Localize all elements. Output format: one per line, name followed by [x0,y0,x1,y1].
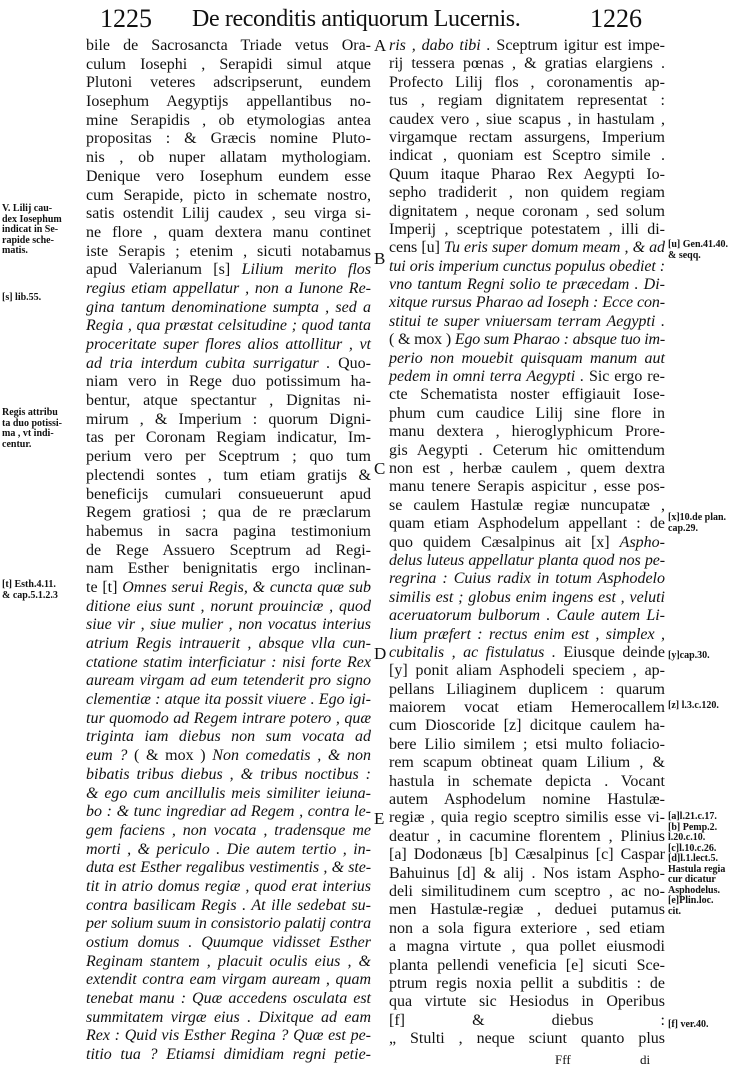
text-segment: iste Serapis ; etenim , sicuti notabamus [86,242,371,260]
text-segment: non est , herbæ caulem , quem dextra [389,459,665,477]
text-segment: Quum itaque Pharao Rex Aegypti Io- [389,165,665,183]
text-line [389,166,665,184]
text-segment: [y] ponit aliam Asphodeli speciem , ap- [389,662,665,680]
text-line [86,448,371,467]
text-segment: Regem gratiosi ; qua de re præclarum [86,504,371,522]
text-segment: caudex vero , siue scapus , in hastulam , [389,110,665,128]
italic-quotation: delus luteus appellatur planta quod nos pe- [389,551,665,569]
italic-quotation: bibatis tribus diebus , & tribus noctibus : [86,765,371,783]
text-line [86,953,371,972]
text-line [389,607,665,625]
text-segment: manu tenere Serapis aspicitur , esse pos- [389,478,665,496]
text-segment: bere Lilio similem ; etsi multo foliacio- [389,735,665,753]
page-number-right: 1226 [590,4,642,33]
text-line [86,635,371,654]
text-segment: „ Stulti , neque sciunt quanto plus [389,1030,665,1048]
text-line [389,699,665,717]
section-marker-d: D [374,644,387,663]
text-line [389,662,665,680]
text-line [389,221,665,239]
italic-quotation: stitui te super vniuersam terram Aegypti . [389,312,665,330]
text-segment: ptrum regis noxia pellit a subditis : de [389,974,665,992]
text-line [389,809,665,827]
text-segment: maiorem vocat etiam Hemerocallem [389,699,665,717]
text-segment: te [t] [86,578,123,596]
text-segment: Eiusque deinde [555,643,665,661]
text-segment: [f] & diebus : [389,1011,665,1029]
text-line [389,938,665,956]
text-line [389,37,665,55]
text-line [86,168,371,187]
text-segment: hastula in schemate depicta . Vocant [389,772,665,790]
text-line [86,74,371,93]
italic-quotation: titio tua ? Etiamsi dimidiam regni petie- [86,1046,371,1064]
text-line [389,497,665,515]
text-line [86,616,371,635]
text-segment: se caulem Hastulæ regiæ nuncupatæ , [389,496,665,514]
text-line [86,224,371,243]
text-line [389,975,665,993]
text-segment: quo quidem Cæsalpinus ait [x] [389,533,620,551]
text-segment: virgamque rectam assurgens, Imperium [389,128,665,146]
italic-quotation: pedem in omni terra Aegypti . [389,368,585,386]
text-line [389,350,665,368]
italic-quotation: siue vir , siue mulier , non vocatus interius [86,616,371,634]
text-line [86,859,371,878]
text-segment: quam etiam Asphodelum appellant : de [389,515,665,533]
text-line [86,429,371,448]
italic-quotation: ctatione statim interficiatur : nisi forte Rex [86,653,371,671]
text-segment: deli similitudinem cum sceptro , ac no- [389,882,665,900]
text-segment: Bahuinus [d] & alij . Nos istam Aspho- [389,864,665,882]
text-line [389,681,665,699]
text-line [389,184,665,202]
text-line [389,865,665,883]
text-line [389,331,665,349]
text-line [86,187,371,206]
italic-quotation: eum ? [86,747,128,765]
text-segment: propositas : & Græcis nomine Pluto- [86,130,371,148]
text-line [86,710,371,729]
text-line [389,901,665,919]
text-line [86,803,371,822]
text-segment: rij tessera pœnas , & gratias elargiens . [389,55,665,73]
text-segment: indicat , quoniam est Sceptro simile . [389,147,665,165]
text-segment: autem Asphodelum nomine Hastulæ- [389,791,665,809]
section-marker-e: E [374,809,385,828]
text-line [86,56,371,75]
text-segment: sepho tradiderit , non quidem regiam [389,184,665,202]
text-line [389,1030,665,1048]
text-segment: culum Iosephi , Serapidi simul atque [86,55,371,73]
right-text-column [389,37,665,1048]
text-segment: Imperij , sceptrique potestatem , illi di- [389,220,665,238]
margin-note: V. Lilij cau- dex Iosephum indicat in Se- rapide sche- matis. [2,203,62,256]
text-line [86,841,371,860]
text-line [86,915,371,934]
text-segment: plectendi sontes , tum etiam gratijs & [86,466,371,484]
text-segment: cum Dioscoride [z] dicitque caulem ha- [389,717,665,735]
section-marker-c: C [374,459,386,478]
text-segment: beneficijs cumulari consueuerunt apud [86,485,371,503]
italic-quotation: aceruatorum bulborum . Caule autem Li- [389,607,665,625]
italic-quotation: regrina : Cuius radix in totum Asphodelo [389,570,665,588]
text-line [389,276,665,294]
margin-note: [t] Esth.4.11. & cap.5.1.2.3 [2,579,58,601]
text-segment: niam vero in Rege duo potissimum ha- [86,373,371,391]
text-line [86,317,371,336]
text-line [86,392,371,411]
text-segment: nam Esther benignitatis ergo inclinan- [86,560,371,578]
text-line [86,691,371,710]
section-marker-a: A [374,36,387,55]
text-line [86,747,371,766]
text-segment: cens [u] [389,239,444,257]
text-segment: [a] Dodonæus [b] Cæsalpinus [c] Caspar [389,846,665,864]
margin-note: [y]cap.30. [668,650,710,661]
text-line [389,423,665,441]
text-segment: cte Schematista noster effigiauit Iose- [389,386,665,404]
text-line [389,203,665,221]
text-segment: regiæ , quia regio sceptro similis esse vi- [389,809,665,827]
text-line [86,728,371,747]
text-segment: ( & mox ) [389,331,455,349]
text-line [86,523,371,542]
text-line [389,736,665,754]
text-line [86,336,371,355]
text-line [389,111,665,129]
text-line [389,1012,665,1030]
text-line [86,878,371,897]
margin-note: Regis attribu ta duo potissi- ma , vt indi- centur. [2,407,63,450]
text-line [86,299,371,318]
text-line [86,766,371,785]
text-line [389,644,665,662]
text-line [86,785,371,804]
text-line [86,112,371,131]
text-line [389,957,665,975]
text-segment: mine Serapidis , ob etymologias antea [86,111,371,129]
text-line [86,542,371,561]
text-segment: apud Valerianum [s] [86,261,242,279]
italic-quotation: vno tantum Regni solio te præcedam . Di- [389,276,665,294]
italic-quotation: gem faciens , non vocata , tradensque me [86,821,371,839]
text-segment: rem scapum obtineat quam Lilium , & [389,754,665,772]
text-segment: tas per Coronam Regiam indicatur, Im- [86,429,371,447]
text-segment: nis , ob nuper allatam mythologiam. [86,149,371,167]
margin-note: [f] ver.40. [668,1019,709,1030]
text-line [86,93,371,112]
text-segment: Quo- [330,354,371,372]
text-line [389,294,665,312]
text-line [86,373,371,392]
text-segment: bile de Sacrosancta Triade vetus Ora- [86,37,371,54]
text-line [389,754,665,772]
text-line [389,460,665,478]
italic-quotation: extendit contra eam virgam auream , quam [86,971,371,989]
signature-mark: Fff [555,1052,571,1067]
italic-quotation: morti , & periculo . Die autem tertio , in- [86,840,371,858]
italic-quotation: Ego sum Pharao : absque tuo im- [454,331,665,349]
text-segment: tus , regiam dignitatem representat : [389,92,665,110]
italic-quotation: Tu eris super domum meam , & ad [443,239,665,257]
text-line [389,589,665,607]
italic-quotation: cubitalis , ac fistulatus . [389,643,556,661]
text-line [389,920,665,938]
italic-quotation: ris , dabo tibi . [389,37,491,54]
italic-quotation: bo : & tunc ingrediar ad Regem , contra le- [86,803,371,821]
margin-note: [s] lib.55. [2,292,42,303]
text-line [389,534,665,552]
text-line [389,515,665,533]
text-line [389,55,665,73]
text-segment: ( & mox ) [127,747,213,765]
text-line [389,570,665,588]
catchword: di [640,1052,651,1067]
italic-quotation: Lilium merito flos [241,261,371,279]
italic-quotation: clementiæ : atque ita possit viuere . Ego igi- [86,691,371,709]
italic-quotation: auream virgam ad eum tetenderit pro signo [86,672,371,690]
text-line [86,504,371,523]
text-line [389,239,665,257]
italic-quotation: lium præfert : rectus enim est , simplex , [389,625,665,643]
left-text-column [86,37,371,1065]
text-line [389,626,665,644]
italic-quotation: ditione eius sunt , norunt prouinciæ , quod [86,597,371,615]
italic-quotation: Rex : Quid vis Esther Regina ? Quæ est pe- [86,1027,371,1045]
text-segment: habemus in sacra pagina testimonium [86,522,371,540]
text-segment: phum cum caudice Lilij sine flore in [389,404,665,422]
italic-quotation: tui oris imperium cunctus populus obediet : [389,257,665,275]
italic-quotation: contra basilicam Regis . At ille sedebat su- [86,896,371,914]
text-line [86,243,371,262]
text-line [86,672,371,691]
text-line [86,280,371,299]
text-line [86,897,371,916]
text-segment: men Hastulæ-regiæ , deduei putamus [389,901,665,919]
text-line [389,717,665,735]
text-line [389,386,665,404]
text-segment: pellans Liliaginem duplicem : quarum [389,680,665,698]
text-line [389,773,665,791]
italic-quotation: Regia , qua præstat celsitudine ; quod tanta [86,317,371,335]
text-line [389,92,665,110]
text-line [86,990,371,1009]
text-segment: perium vero per Sceptrum ; quo tum [86,448,371,466]
italic-quotation: Non comedatis , & non [212,747,372,765]
italic-quotation: triginta iam diebus non sum vocata ad [86,728,371,746]
text-line [86,486,371,505]
text-segment: Sic ergo re- [584,368,665,386]
italic-quotation: tit in atrio domus regiæ , quod erat interius [86,877,371,895]
text-line [389,993,665,1011]
text-segment: gis Aegypti . Ceterum hic omittendum [389,441,665,459]
italic-quotation: ostium domus . Quumque vidisset Esther [86,934,371,951]
italic-quotation: xitque rursus Pharao ad Ioseph : Ecce con- [389,294,665,312]
running-title: De reconditis antiquorum Lucernis. [192,6,521,32]
text-line [86,261,371,280]
italic-quotation: proceritate super flores alios attollitur , vt [86,336,371,353]
text-line [389,478,665,496]
italic-quotation: tenebat manu : Quæ accedens osculata est [86,990,371,1008]
italic-quotation: Aspho- [619,533,665,551]
italic-quotation: similis est ; globus enim ingens est , veluti [389,588,665,606]
text-line [86,934,371,953]
text-segment: qua virtute sic Hesiodus in Operibus [389,993,665,1011]
text-line [389,883,665,901]
text-segment: mirum , & Imperium : quorum Digni- [86,410,371,428]
text-line [86,130,371,149]
text-line [86,971,371,990]
text-segment: cum Serapide, picto in schemate nostro, [86,186,371,204]
text-segment: planta pellendi veneficia [e] sicuti Sce- [389,956,665,974]
text-segment: manu dextera , hieroglyphicum Prore- [389,423,665,441]
text-line [389,828,665,846]
italic-quotation: ad tria interdum cubita surrigatur . [86,354,331,372]
text-line [389,129,665,147]
text-line [389,74,665,92]
italic-quotation: duta est Esther regalibus vestimentis , & ste- [86,859,371,877]
margin-note: [u] Gen.41.40. & seqq. [668,239,728,261]
text-line [86,579,371,598]
text-segment: a magna virtute , qua pollet eiusmodi [389,938,665,956]
italic-quotation: perio non mouebit quisquam manum aut [389,349,665,367]
text-line [86,1009,371,1028]
text-segment: de Rege Assuero Sceptrum ad Regi- [86,541,371,559]
text-segment: dignitatem , neque coronam , sed solum [389,202,665,220]
text-line [389,791,665,809]
text-segment: Iosephum Aegyptijs appellantibus no- [86,93,371,111]
text-segment: Plutoni veteres adscripserunt, eundem [86,74,371,92]
text-line [389,258,665,276]
text-line [86,1027,371,1046]
text-line [86,1046,371,1065]
text-segment: bentur, atque spectantur , Dignitas ni- [86,392,371,410]
text-line [86,205,371,224]
text-segment: deatur , in cacumine florentem , Plinius [389,827,665,845]
text-line [86,467,371,486]
italic-quotation: Reginam stantem , placuit oculis eius , & [86,952,371,970]
page-number-left: 1225 [100,4,152,33]
text-line [86,355,371,374]
text-segment: non a sola figura exteriore , sed etiam [389,919,665,937]
section-marker-b: B [374,249,386,268]
text-line [86,411,371,430]
text-line [389,442,665,460]
text-line [86,822,371,841]
text-line [86,149,371,168]
text-line [86,654,371,673]
italic-quotation: Omnes serui Regis, & cuncta quæ sub [122,578,371,596]
text-line [389,846,665,864]
text-segment: ne flore , quam dextera manu continet [86,223,371,241]
text-line [389,313,665,331]
italic-quotation: per solium suum in consistorio palatij contra [86,915,371,933]
text-line [86,598,371,617]
margin-note: [z] l.3.c.120. [668,700,719,711]
italic-quotation: tur quomodo ad Regem intrare potero , quæ [86,709,371,727]
text-line [389,405,665,423]
text-line [389,368,665,386]
text-segment: Profecto Lilij flos , coronamentis ap- [389,73,665,91]
text-line [86,37,371,56]
italic-quotation: atrium Regis intrauerit , absque vlla cun- [86,635,371,652]
italic-quotation: summitatem virgæ eius . Dixitque ad eam [86,1008,371,1026]
margin-note: [x]10.de plan. cap.29. [668,512,727,534]
text-line [389,147,665,165]
text-segment: Sceptrum igitur est impe- [490,37,665,54]
text-line [86,560,371,579]
italic-quotation: regius etiam appellatur , non a Iunone Re- [86,279,371,297]
italic-quotation: gina tantum denominatione sumpta , sed a [86,298,371,316]
margin-note: [a]l.21.c.17. [b] Pemp.2. l.20.c.10. [c]l.10.c.26. [d]l.1.lect.5. Hastula regia cur dicatur Asphodelus. [e]Plin.loc. cit. [668,811,726,917]
italic-quotation: & ego cum ancillulis meis similiter ieiuna- [86,784,371,802]
text-segment: Denique vero Iosephum eundem esse [86,167,371,185]
text-segment: satis ostendit Lilij caudex , seu virga si- [86,205,371,223]
text-line [389,552,665,570]
